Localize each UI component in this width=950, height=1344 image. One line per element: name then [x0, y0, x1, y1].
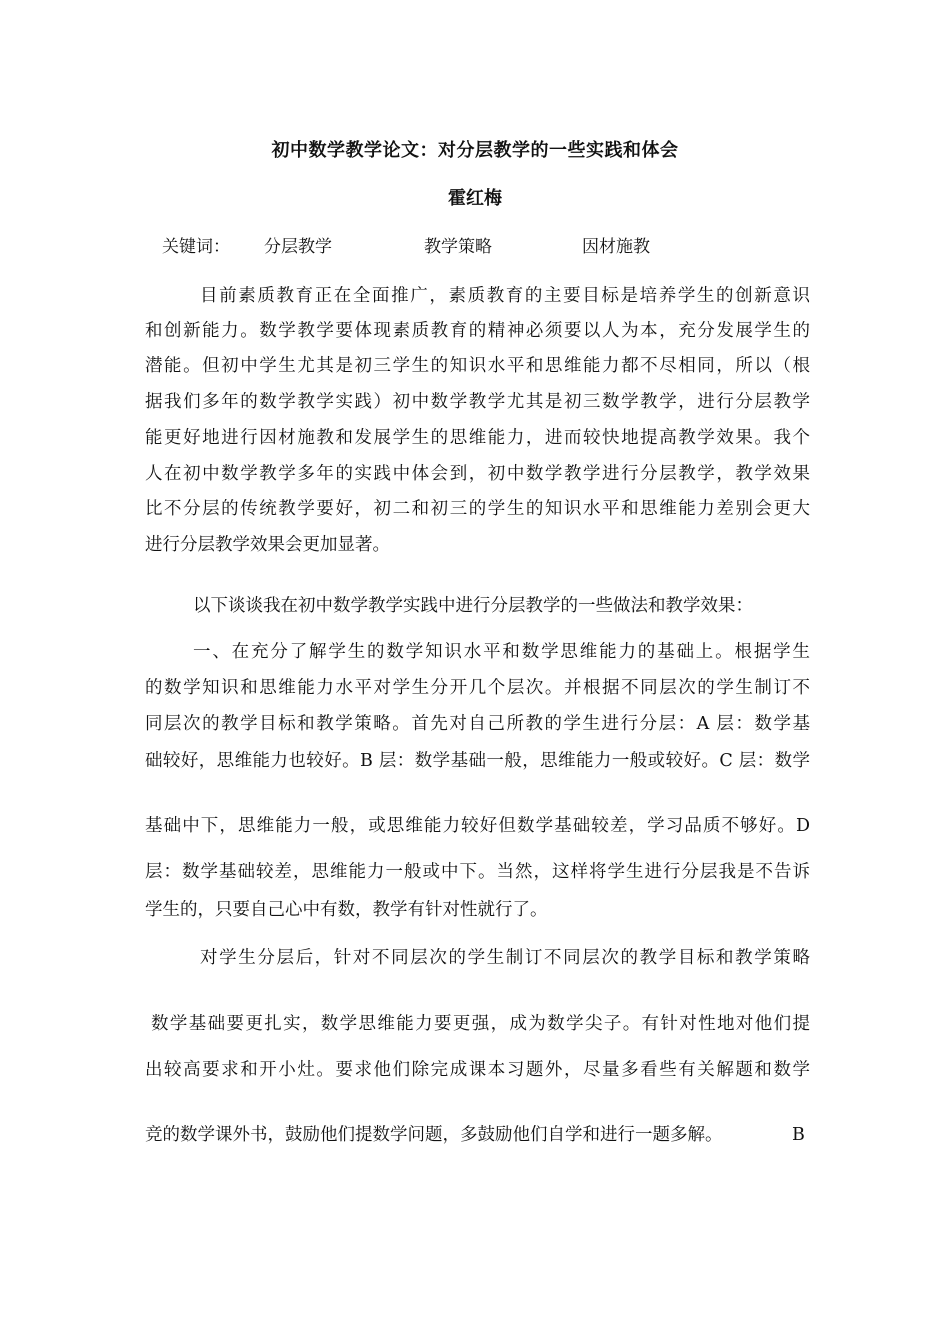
keyword-item: 分层教学 [264, 237, 332, 257]
paragraph-line: 对学生分层后，针对不同层次的学生制订不同层次的教学目标和教学策略 [200, 948, 810, 968]
paragraph-line: 学生的，只要自己心中有数，教学有针对性就行了。 [145, 900, 548, 920]
paragraph-line: 一、在充分了解学生的数学知识水平和数学思维能力的基础上。根据学生 [193, 642, 810, 662]
document-title: 初中数学教学论文：对分层教学的一些实践和体会 [271, 140, 679, 161]
paragraph-line: 出较高要求和开小灶。要求他们除完成课本习题外，尽量多看些有关解题和数学 [145, 1060, 810, 1080]
paragraph-line: 层：数学基础较差，思维能力一般或中下。当然，这样将学生进行分层我是不告诉 [145, 862, 810, 882]
paragraph-line: 同层次的教学目标和教学策略。首先对自己所教的学生进行分层：A 层：数学基 [145, 714, 810, 734]
paragraph-line: 能更好地进行因材施教和发展学生的思维能力，进而较快地提高教学效果。我个 [145, 428, 810, 448]
paragraph-line: 的数学知识和思维能力水平对学生分开几个层次。并根据不同层次的学生制订不 [145, 678, 810, 698]
paragraph-line: 目前素质教育正在全面推广，素质教育的主要目标是培养学生的创新意识 [200, 286, 810, 306]
paragraph-line: 人在初中数学教学多年的实践中体会到，初中数学教学进行分层教学，教学效果 [145, 464, 810, 484]
keywords-row [162, 232, 762, 256]
paragraph-line: 据我们多年的数学教学实践）初中数学教学尤其是初三数学教学，进行分层教学 [145, 392, 810, 412]
keyword-item: 因材施教 [582, 237, 650, 257]
paragraph-line: 数学基础要更扎实，数学思维能力要更强，成为数学尖子。有针对性地对他们提 [151, 1014, 810, 1034]
paragraph-line: 比不分层的传统教学要好，初二和初三的学生的知识水平和思维能力差别会更大 [145, 499, 810, 519]
paragraph-line: 以下谈谈我在初中数学教学实践中进行分层教学的一些做法和教学效果： [193, 596, 753, 616]
keywords-label: 关键词： [162, 237, 230, 257]
paragraph-line: 进行分层教学效果会更加显著。 [145, 535, 390, 555]
author-name: 霍红梅 [448, 188, 502, 209]
paragraph-line: 基础中下，思维能力一般，或思维能力较好但数学基础较差，学习品质不够好。D [145, 816, 810, 836]
keyword-item: 教学策略 [424, 237, 492, 257]
paragraph-line: 础较好，思维能力也较好。B 层：数学基础一般，思维能力一般或较好。C 层：数学 [145, 751, 810, 771]
paragraph-line: 潜能。但初中学生尤其是初三学生的知识水平和思维能力都不尽相同，所以（根 [145, 356, 810, 376]
paragraph-line: 和创新能力。数学教学要体现素质教育的精神必须要以人为本，充分发展学生的 [145, 321, 810, 341]
paragraph-line: 竞的数学课外书，鼓励他们提数学问题，多鼓励他们自学和进行一题多解。 [145, 1125, 723, 1145]
paragraph-line: B [792, 1125, 805, 1145]
